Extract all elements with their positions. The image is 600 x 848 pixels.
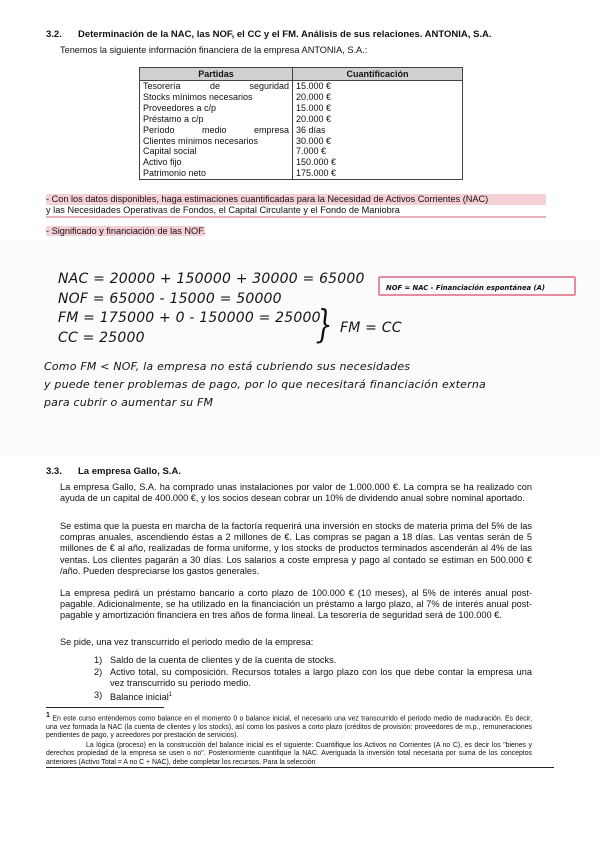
list-item: 2) Activo total, su composición. Recursos totales a largo plazo con los que debe contar la empresa una vez transcurrido su periodo medio. [94,667,532,688]
ask-text: Se pide, una vez transcurrido el periodo medio de la empresa: [60,637,314,647]
cell-value: 36 días [293,125,463,136]
table-row [140,103,463,114]
cell-partida: Patrimonio neto [140,168,293,179]
cell-partida: Capital social [140,146,293,157]
cell-value: 20.000 € [293,114,463,125]
cell-partida: Activo fijo [140,157,293,168]
paragraph-1: La empresa Gallo, S.A. ha comprado unas instalaciones por valor de 1.000.000 €. La compra se ha realizado con ayuda de un capital de 400.000 €, y los socios desean cobrar un 10% de dividendo anual sobre nominal aportado. [60,482,532,504]
cell-partida: Clientes mínimos necesarios [140,136,293,147]
handwritten-cc: CC = 25000 [58,330,145,346]
cell-value: 7.000 € [293,146,463,157]
cell-value: 15.000 € [293,81,463,92]
question-1-line-a: - Con los datos disponibles, haga estimaciones cuantificadas para la Necesidad de Activos Corrientes (NAC) [46,194,546,205]
footnote-number: 1 [46,712,50,719]
section-heading: La empresa Gallo, S.A. [78,466,181,477]
handwritten-comment-1: Como FM < NOF, la empresa no está cubriendo sus necesidades [44,360,411,373]
cell-value: 150.000 € [293,157,463,168]
footnote-text-1: En este curso entendemos como balance en el momento 0 o balance inicial, el necesario una vez transcurrido el periodo medio de maduración. Es decir, una vez formada la NAC (la cuenta de clientes y los stocks), así como los pasivos a corto plazo (créditos de provisión: proveedores de m.p., remuneraciones pendientes de pago, y acreedores por prestación de servicios). [46,715,532,740]
cell-value: 175.000 € [293,168,463,179]
table-row [140,81,463,92]
section-number: 3.2. [46,29,62,40]
table-row [140,136,463,147]
cell-partida: Stocks mínimos necesarios [140,92,293,103]
table-row [140,114,463,125]
intro-text: Tenemos la siguiente información financiera de la empresa ANTONIA, S.A.: [60,45,368,55]
paragraph-3: La empresa pedirá un préstamo bancario a corto plazo de 100.000 € (10 meses), al 5% de interés anual post-pagable. Adicionalmente, se ha utilizado en la financiación un préstamo a largo plazo, al 7% de interés anual post-pagable y amortización financiera en tres años de forma lineal. La tesorería de seguridad será de 100.000 €. [60,588,532,621]
handwritten-nac: NAC = 20000 + 150000 + 30000 = 65000 [58,271,365,287]
footnote-1 [46,712,532,741]
nof-note-box: NOF = NAC - Financiación espontánea (A) [378,276,576,296]
handwritten-comment-2: y puede tener problemas de pago, por lo que necesitará financiación externa [44,378,486,391]
table-row [140,146,463,157]
table-header-partidas: Partidas [140,68,293,81]
cell-value: 20.000 € [293,92,463,103]
handwritten-notes-area [0,240,600,455]
cell-partida: Préstamo a c/p [140,114,293,125]
question-1 [46,194,546,218]
table-header-cuantificacion: Cuantificación [293,68,463,81]
footnote-divider [46,707,164,708]
question-1-line-b: y las Necesidades Operativas de Fondos, el Capital Circulante y el Fondo de Maniobra [46,205,546,218]
table-row [140,157,463,168]
handwritten-nof: NOF = 65000 - 15000 = 50000 [58,291,282,307]
handwritten-comment-3: para cubrir o aumentar su FM [44,396,214,409]
financial-table [139,67,463,180]
cell-partida: Proveedores a c/p [140,103,293,114]
printed-sheet-top [0,0,600,240]
section-title-3-3 [46,466,181,477]
section-title-3-2 [46,29,492,40]
cell-partida: Período medio empresa [140,125,293,136]
table-row [140,125,463,136]
table-row [140,92,463,103]
cell-partida: Tesorería de seguridad [140,81,293,92]
question-2: - Significado y financiación de las NOF. [46,226,206,236]
section-heading: Determinación de la NAC, las NOF, el CC y el FM. Análisis de sus relaciones. ANTONIA, S.A. [78,29,492,40]
handwritten-fm-equals-cc: FM = CC [340,320,402,336]
footnote-ref: 1 [168,692,173,698]
brace-symbol: } [315,302,333,346]
page-bottom-rule [46,767,554,768]
paragraph-2: Se estima que la puesta en marcha de la factoría requerirá una inversión en stocks de materia prima del 5% de las compras anuales, ascendiendo éstas a 2 millones de €. Las compras se pagan a 18 días. Las ventas serán de 5 millones de € al año, realizadas de forma uniforme, y los stocks de productos terminados ascenderán al 4% de las ventas. Los clientes pagarán a 30 días. Los salarios a coste empresa y pago al contado se estiman en 500.000 € /año. Pueden despreciarse los gastos generales. [60,521,532,576]
cell-value: 30.000 € [293,136,463,147]
task-list [94,655,532,704]
table-row [140,168,463,179]
section-number: 3.3. [46,466,62,477]
cell-value: 15.000 € [293,103,463,114]
list-item: 1) Saldo de la cuenta de clientes y de la cuenta de stocks. [94,655,337,665]
footnote-2: La lógica (proceso) en la construcción del balance inicial es el siguiente: Cuantifique los Activos no Corrientes (A no C), es decir los "bienes y derechos propiedad de la empresa se usen o no". Posteriormente cuantifique la NAC. Averiguada la inversión total necesaria por suma de los conceptos anteriores (Activo Total = A no C + NAC), debe completar los recursos. Para la selección [46,742,532,766]
handwritten-fm: FM = 175000 + 0 - 150000 = 25000 [58,310,321,326]
list-item: 3) Balance inicial$^1$ [94,690,173,703]
